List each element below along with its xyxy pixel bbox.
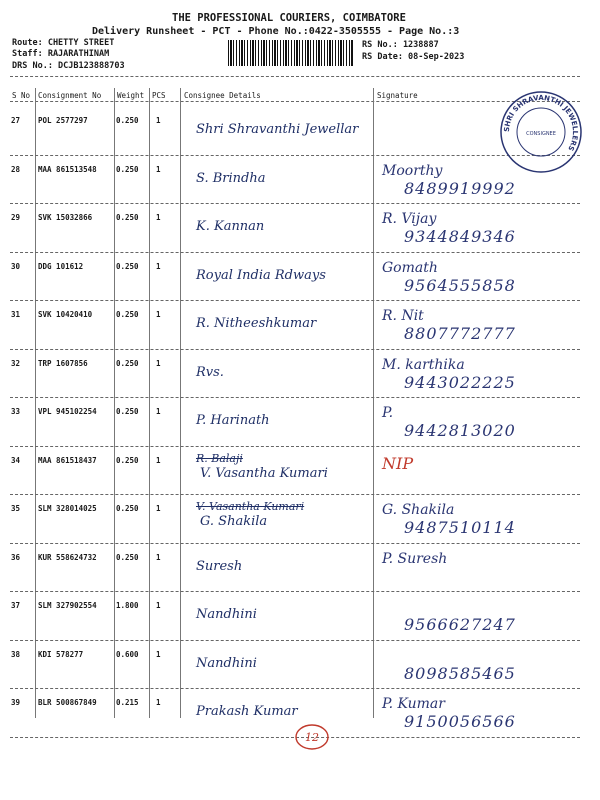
row-phone: 9344849346 bbox=[404, 227, 516, 246]
row-phone: 9564555858 bbox=[404, 275, 516, 295]
row-consignee: Shri Shravanthi Jewellar bbox=[196, 122, 359, 137]
row-divider bbox=[10, 300, 580, 301]
col-consignment: Consignment No bbox=[38, 91, 102, 100]
row-divider bbox=[10, 688, 580, 689]
row-sno: 37 bbox=[11, 601, 21, 610]
row-pcs: 1 bbox=[156, 164, 161, 174]
row-divider bbox=[10, 543, 580, 544]
row-sno: 32 bbox=[11, 358, 21, 368]
row-consignment: POL 2577297 bbox=[38, 116, 88, 125]
stamp-text: SHRI SHRAVANTHI JEWELLERS bbox=[502, 93, 580, 153]
count-circle bbox=[292, 720, 332, 754]
row-weight: 0.250 bbox=[116, 504, 139, 513]
col-weight: Weight bbox=[117, 91, 145, 100]
row-consignment: SLM 328014025 bbox=[38, 504, 97, 513]
row-weight: 1.800 bbox=[116, 601, 139, 610]
row-sno: 33 bbox=[11, 407, 21, 416]
drs-number: DRS No.: DCJB123888703 bbox=[12, 61, 125, 71]
row-signature: M. karthika bbox=[382, 356, 465, 373]
row-phone: 9487510114 bbox=[404, 518, 516, 537]
row-pcs: 1 bbox=[156, 552, 161, 562]
row-divider bbox=[10, 203, 580, 204]
row-weight: 0.250 bbox=[116, 164, 139, 174]
row-consignment: VPL 945102254 bbox=[38, 407, 97, 416]
runsheet-title: Delivery Runsheet - PCT - Phone No.:0422-3505555 - Page No.:3 bbox=[92, 26, 460, 37]
row-weight: 0.250 bbox=[116, 213, 139, 222]
row-consignee: V. Vasantha Kumari bbox=[200, 465, 328, 481]
row-consignment: SVK 10420410 bbox=[38, 310, 93, 319]
row-weight: 0.215 bbox=[116, 698, 139, 707]
row-signature: Moorthy bbox=[382, 162, 443, 179]
row-consignment: SVK 15032866 bbox=[38, 213, 93, 222]
columns-divider bbox=[10, 101, 580, 102]
row-sno: 27 bbox=[11, 116, 21, 125]
row-signature: R. Vijay bbox=[382, 211, 437, 227]
row-weight: 0.250 bbox=[116, 358, 139, 368]
row-pcs: 1 bbox=[156, 310, 161, 319]
col-pcs: PCS bbox=[152, 91, 166, 100]
col-line bbox=[35, 88, 36, 718]
row-phone: 8807772777 bbox=[404, 324, 516, 343]
row-divider bbox=[10, 252, 580, 253]
row-phone: 9442813020 bbox=[404, 421, 516, 440]
row-pcs: 1 bbox=[156, 601, 161, 610]
row-pcs: 1 bbox=[156, 649, 161, 659]
row-divider bbox=[10, 397, 580, 398]
row-consignment: TRP 1607856 bbox=[38, 358, 88, 368]
col-consignee: Consignee Details bbox=[184, 91, 261, 100]
row-sno: 35 bbox=[11, 504, 21, 513]
col-line bbox=[114, 88, 115, 718]
row-consignee: S. Brindha bbox=[196, 170, 266, 186]
row-consignee: Suresh bbox=[196, 558, 243, 574]
row-signature: G. Shakila bbox=[382, 502, 455, 518]
row-consignee-struck: R. Balaji bbox=[196, 451, 243, 465]
row-consignee: Nandhini bbox=[196, 607, 257, 622]
col-sno: S No bbox=[12, 91, 31, 100]
row-consignee: G. Shakila bbox=[200, 514, 268, 529]
row-consignment: MAA 861513548 bbox=[38, 164, 97, 174]
row-divider bbox=[10, 591, 580, 592]
route-label: Route: CHETTY STREET bbox=[12, 38, 115, 48]
row-consignee: Prakash Kumar bbox=[196, 704, 298, 719]
row-consignee: K. Kannan bbox=[196, 219, 265, 234]
staff-label: Staff: RAJARATHINAM bbox=[12, 49, 110, 59]
row-consignee-struck: V. Vasantha Kumari bbox=[196, 500, 305, 513]
row-phone: 9150056566 bbox=[404, 712, 516, 731]
col-line bbox=[149, 88, 150, 718]
row-weight: 0.600 bbox=[116, 649, 139, 659]
row-phone: 9566627247 bbox=[404, 615, 516, 634]
consignee-stamp bbox=[497, 88, 585, 176]
row-consignee: Royal India Rdways bbox=[196, 267, 326, 283]
row-sno: 29 bbox=[11, 213, 21, 222]
row-consignment: MAA 861518437 bbox=[38, 455, 97, 465]
row-phone: 9443022225 bbox=[404, 372, 516, 392]
col-signature: Signature bbox=[377, 91, 418, 100]
row-pcs: 1 bbox=[156, 213, 161, 222]
row-phone: 8489919992 bbox=[404, 178, 516, 198]
company-name: THE PROFESSIONAL COURIERS, COIMBATORE bbox=[172, 12, 406, 24]
rs-number: RS No.: 1238887 bbox=[362, 40, 439, 50]
row-consignee: P. Harinath bbox=[196, 413, 270, 428]
header-divider bbox=[10, 76, 580, 77]
count-mark: 12 bbox=[305, 731, 319, 744]
rs-date: RS Date: 08-Sep-2023 bbox=[362, 52, 465, 62]
row-pcs: 1 bbox=[156, 358, 161, 368]
row-weight: 0.250 bbox=[116, 407, 139, 416]
row-consignment: BLR 500867849 bbox=[38, 698, 97, 707]
row-signature: P. Suresh bbox=[382, 550, 448, 567]
stamp-sub: CONSIGNEE bbox=[526, 131, 556, 137]
row-consignee: R. Nitheeshkumar bbox=[196, 316, 317, 331]
row-pcs: 1 bbox=[156, 407, 161, 416]
row-divider bbox=[10, 446, 580, 447]
row-sno: 39 bbox=[11, 698, 21, 707]
row-sno: 31 bbox=[11, 310, 21, 319]
row-weight: 0.250 bbox=[116, 116, 139, 125]
row-weight: 0.250 bbox=[116, 310, 139, 319]
row-phone: 8098585465 bbox=[404, 663, 516, 683]
row-consignment: DDG 101612 bbox=[38, 261, 84, 271]
row-pcs: 1 bbox=[156, 116, 161, 125]
row-sno: 38 bbox=[11, 649, 21, 659]
row-pcs: 1 bbox=[156, 698, 161, 707]
row-sno: 34 bbox=[11, 455, 21, 465]
row-weight: 0.250 bbox=[116, 455, 139, 465]
barcode bbox=[228, 40, 354, 66]
row-signature: P. bbox=[382, 405, 394, 421]
row-consignee: Rvs. bbox=[196, 364, 224, 380]
row-divider bbox=[10, 349, 580, 350]
row-pcs: 1 bbox=[156, 261, 161, 271]
row-weight: 0.250 bbox=[116, 261, 139, 271]
row-pcs: 1 bbox=[156, 504, 161, 513]
row-signature: Gomath bbox=[382, 259, 438, 276]
row-consignment: KDI 578277 bbox=[38, 649, 84, 659]
row-divider bbox=[10, 494, 580, 495]
row-weight: 0.250 bbox=[116, 552, 139, 562]
row-signature: NIP bbox=[382, 453, 414, 473]
row-divider bbox=[10, 155, 580, 156]
row-consignment: KUR 558624732 bbox=[38, 552, 97, 562]
col-line bbox=[373, 88, 374, 718]
row-signature: P. Kumar bbox=[382, 696, 445, 712]
row-divider bbox=[10, 640, 580, 641]
row-sno: 30 bbox=[11, 261, 21, 271]
row-pcs: 1 bbox=[156, 455, 161, 465]
row-consignment: SLM 327902554 bbox=[38, 601, 97, 610]
col-line bbox=[180, 88, 181, 718]
row-sno: 28 bbox=[11, 164, 21, 174]
row-sno: 36 bbox=[11, 552, 21, 562]
row-consignee: Nandhini bbox=[196, 655, 257, 671]
row-signature: R. Nit bbox=[382, 308, 424, 324]
